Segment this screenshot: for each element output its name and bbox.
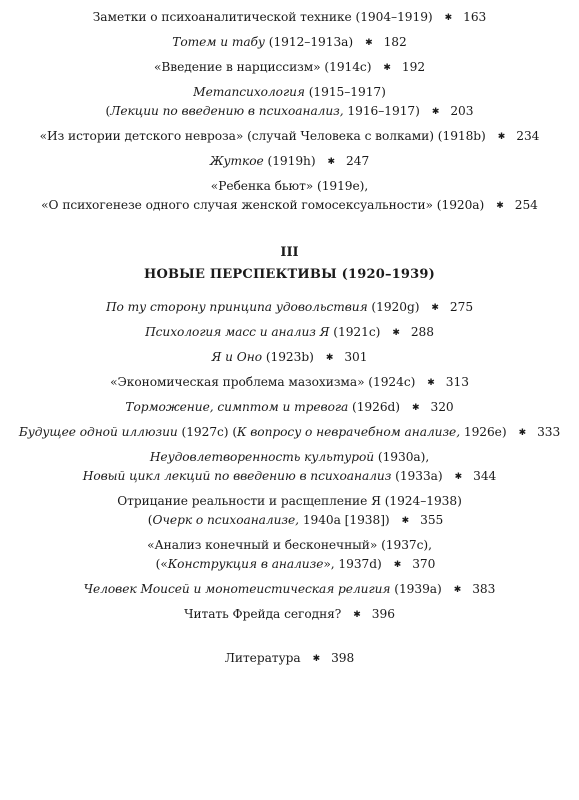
toc-entry-analiz[interactable]	[0, 536, 579, 575]
entry-title: «Анализ конечный и бесконечный» (1937c),	[147, 538, 432, 552]
entry-title: Заметки о психоаналитической технике (1904–1919)	[92, 10, 433, 24]
asterisk-icon: ✱	[312, 654, 321, 664]
entry-detail: (1912–1913a)	[264, 35, 354, 49]
entry-title: Человек Моисей и монотеистическая религия	[83, 582, 391, 596]
asterisk-icon: ✱	[431, 303, 439, 313]
asterisk-icon: ✱	[325, 353, 334, 363]
asterisk-icon: ✱	[454, 472, 463, 482]
toc-group-d	[0, 580, 579, 625]
page-number: 370	[412, 557, 436, 571]
entry-detail: (1923b)	[262, 350, 314, 364]
entry-detail: К вопросу о неврачебном анализе,	[237, 425, 461, 439]
toc-entry[interactable]	[0, 152, 579, 172]
page-number: 398	[331, 651, 355, 665]
page-number: 254	[514, 198, 538, 212]
entry-title: «Ребенка бьют» (1919e),	[210, 179, 369, 193]
toc-entry-otricanie[interactable]	[0, 492, 579, 531]
entry-title: Жуткое	[209, 154, 264, 168]
toc-entry[interactable]	[0, 323, 579, 343]
page-number: 355	[420, 513, 444, 527]
toc-entry[interactable]	[0, 58, 579, 78]
asterisk-icon: ✱	[497, 132, 506, 142]
asterisk-icon: ✱	[427, 378, 435, 388]
entry-title: Психология масс и анализ Я	[145, 325, 330, 339]
page-number: 396	[371, 607, 395, 621]
page-number: 313	[445, 375, 469, 389]
asterisk-icon: ✱	[444, 13, 453, 23]
toc-entry[interactable]	[0, 605, 579, 625]
entry-detail: (1939a)	[390, 582, 442, 596]
entry-detail: (1926d)	[348, 400, 400, 414]
toc-entry[interactable]	[0, 423, 579, 443]
entry-title: «Экономическая проблема мазохизма» (1924c)	[110, 375, 416, 389]
toc-group-b	[0, 127, 579, 172]
entry-title: Торможение, симптом и тревога	[125, 400, 349, 414]
page-number: 320	[430, 400, 454, 414]
entry-year: (1933a)	[391, 469, 443, 483]
asterisk-icon: ✱	[496, 201, 504, 211]
entry-title: Будущее одной иллюзии	[18, 425, 178, 439]
entry-title: Метапсихология	[193, 85, 305, 99]
page-number: 234	[516, 129, 540, 143]
entry-subtitle: Конструкция в анализе	[167, 557, 324, 571]
entry-title: Литература	[224, 651, 301, 665]
entry-detail: (1920g)	[367, 300, 420, 314]
entry-subtitle: Новый цикл лекций по введению в психоанализ	[82, 469, 392, 483]
asterisk-icon: ✱	[353, 610, 361, 620]
entry-title: Читать Фрейда сегодня?	[184, 607, 342, 621]
entry-detail: (1921c)	[329, 325, 381, 339]
part-number: III	[280, 245, 299, 260]
asterisk-icon: ✱	[393, 560, 402, 570]
asterisk-icon: ✱	[365, 38, 373, 48]
toc-entry-literature[interactable]	[0, 649, 579, 669]
paren: (	[147, 513, 153, 527]
page-number: 163	[463, 10, 487, 24]
table-of-contents	[0, 8, 579, 669]
page-number: 344	[473, 469, 497, 483]
page-number: 275	[449, 300, 474, 314]
toc-entry[interactable]	[0, 33, 579, 53]
entry-year: », 1937d)	[323, 557, 382, 571]
toc-entry[interactable]	[0, 580, 579, 600]
asterisk-icon: ✱	[327, 157, 336, 167]
asterisk-icon: ✱	[392, 328, 400, 338]
toc-entry-neudovletvorennost[interactable]	[0, 448, 579, 487]
entry-detail: (1927c) (	[177, 425, 238, 439]
page-number: 203	[450, 104, 474, 118]
entry-subtitle: «О психогенезе одного случая женской гомосексуальности» (1920a)	[41, 198, 485, 212]
toc-entry[interactable]	[0, 373, 579, 393]
entry-detail: 1926e)	[460, 425, 507, 439]
page-number: 192	[401, 60, 426, 74]
entry-subtitle: Очерк о психоанализе,	[152, 513, 299, 527]
page-number: 383	[472, 582, 496, 596]
entry-title: Неудовлетворенность культурой	[149, 450, 375, 464]
page-number: 301	[344, 350, 368, 364]
toc-entry-rebenka[interactable]	[0, 177, 579, 216]
page-number: 288	[410, 325, 434, 339]
part-title: НОВЫЕ ПЕРСПЕКТИВЫ (1920–1939)	[143, 267, 436, 282]
entry-title: Отрицание реальности и расщепление Я (1924–1938)	[117, 494, 462, 508]
toc-entry[interactable]	[0, 127, 579, 147]
toc-entry[interactable]	[0, 348, 579, 368]
asterisk-icon: ✱	[453, 585, 462, 595]
asterisk-icon: ✱	[431, 107, 440, 117]
toc-entry[interactable]	[0, 8, 579, 28]
entry-year: (1915–1917)	[304, 85, 386, 99]
asterisk-icon: ✱	[518, 428, 527, 438]
entry-subtitle: Лекции по введению в психоанализ,	[110, 104, 344, 118]
entry-year: 1940a [1938])	[299, 513, 390, 527]
page-number: 333	[537, 425, 561, 439]
entry-title: «Из истории детского невроза» (случай Человека с волками) (1918b)	[39, 129, 486, 143]
toc-entry[interactable]	[0, 398, 579, 418]
toc-group-a	[0, 8, 579, 78]
toc-entry-metapsychology[interactable]	[0, 83, 579, 122]
quote: («	[155, 557, 168, 571]
entry-year: 1916–1917)	[343, 104, 420, 118]
asterisk-icon: ✱	[412, 403, 420, 413]
page-number: 182	[383, 35, 407, 49]
toc-group-c	[0, 298, 579, 443]
paren: (	[105, 104, 111, 118]
entry-title: Тотем и табу	[172, 35, 265, 49]
entry-detail: (1919h)	[263, 154, 316, 168]
asterisk-icon: ✱	[383, 63, 391, 73]
entry-title: «Введение в нарциссизм» (1914c)	[153, 60, 372, 74]
entry-title: По ту сторону принципа удовольствия	[105, 300, 368, 314]
asterisk-icon: ✱	[401, 516, 410, 526]
entry-title: Я и Оно	[211, 350, 262, 364]
entry-year: (1930a),	[374, 450, 430, 464]
page-number: 247	[346, 154, 370, 168]
toc-entry[interactable]	[0, 298, 579, 318]
